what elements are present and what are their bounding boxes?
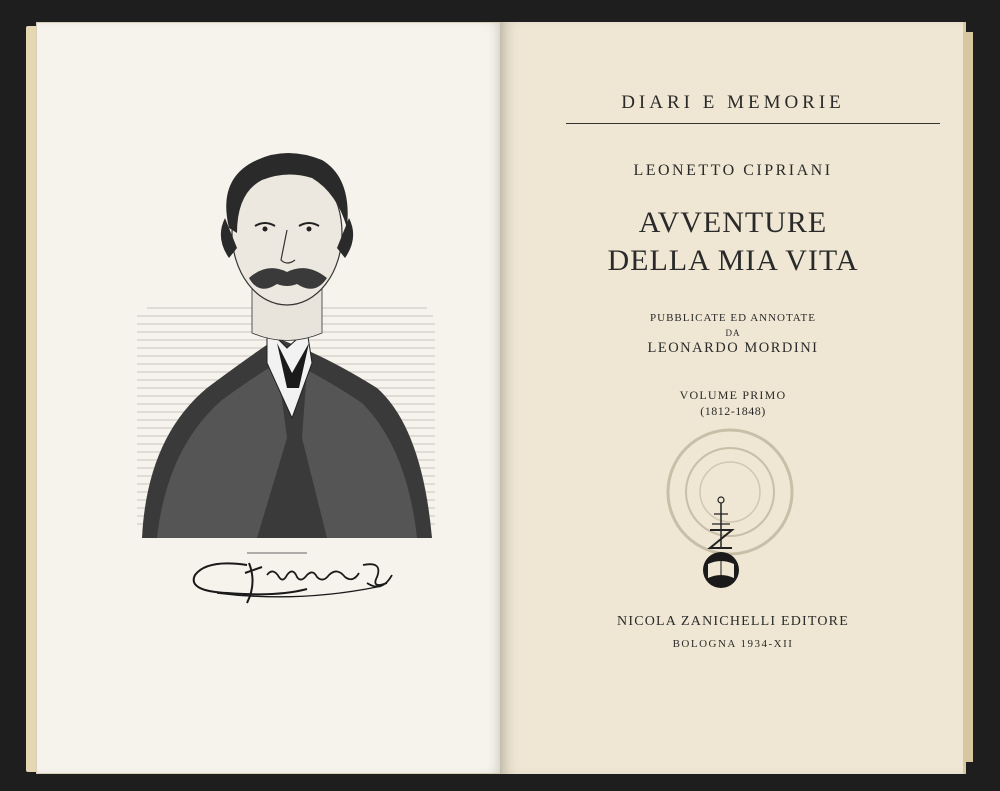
publication-place-year: BOLOGNA 1934-XII [672, 638, 794, 650]
title-page [500, 22, 966, 774]
open-book [26, 22, 976, 774]
book-title-line1: AVVENTURE [638, 206, 828, 239]
volume-label: VOLUME PRIMO [679, 388, 787, 402]
by-label: DA [725, 328, 741, 338]
series-title: DIARI E MEMORIE [621, 92, 845, 113]
book-title-line2: DELLA MIA VITA [607, 244, 859, 277]
page-edges [963, 32, 973, 762]
volume-years: (1812-1848) [700, 404, 766, 418]
published-annotated: PUBBLICATE ED ANNOTATE [650, 312, 816, 324]
author-name: LEONETTO CIPRIANI [633, 162, 833, 179]
left-page [36, 22, 504, 774]
engraved-portrait-icon [137, 138, 437, 558]
signature-icon [187, 553, 397, 608]
publisher-mark-icon [696, 492, 746, 592]
editor-name: LEONARDO MORDINI [647, 340, 819, 356]
series-rule [566, 123, 940, 124]
publisher-name: NICOLA ZANICHELLI EDITORE [617, 614, 849, 629]
